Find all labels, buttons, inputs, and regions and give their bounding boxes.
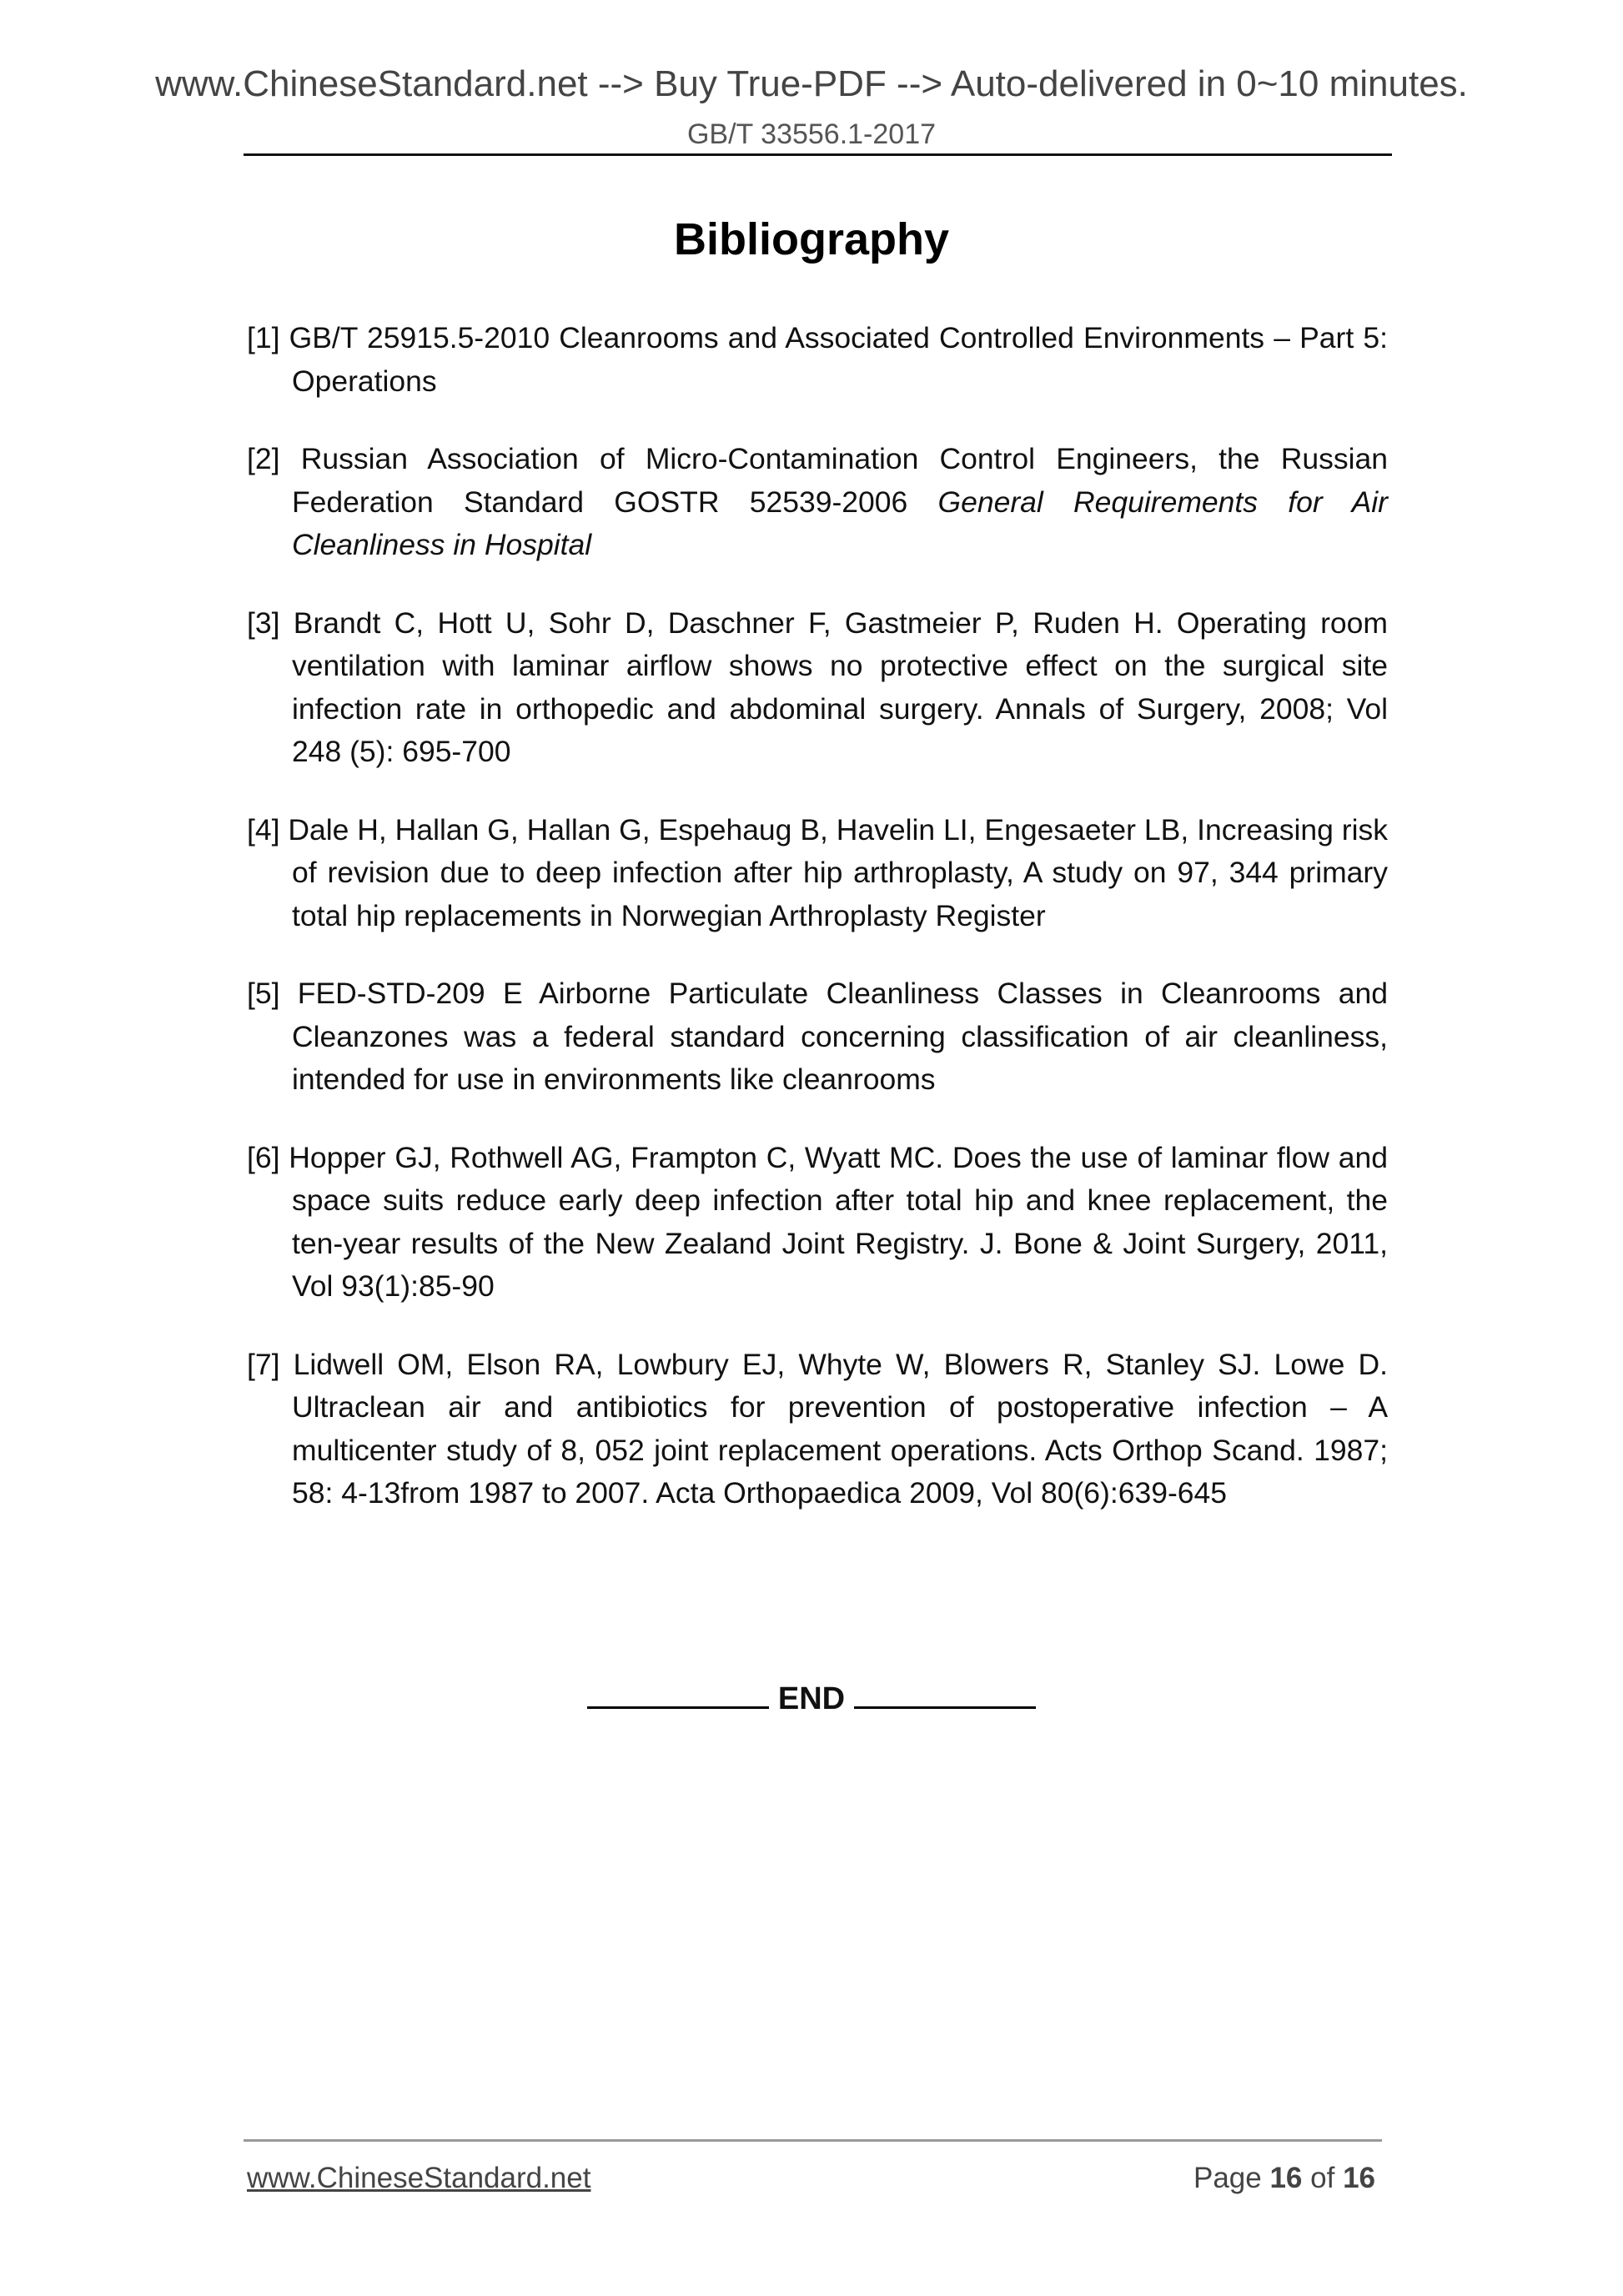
reference-item (247, 317, 1388, 403)
page-of: of (1310, 2162, 1335, 2194)
page-number (1193, 2162, 1375, 2195)
reference-item (247, 809, 1388, 938)
reference-text: [3] Brandt C, Hott U, Sohr D, Daschner F, Gastmeier P, Ruden H. Operating room ventilation with laminar airflow shows no protective effect on the surgical site infection rate in orthopedic and abdominal surgery. Annals of Surgery, 2008; Vol 248 (5): 695-700 (247, 605, 1388, 768)
standard-code: GB/T 33556.1-2017 (686, 118, 937, 150)
end-line-left (587, 1681, 769, 1709)
reference-item (247, 972, 1388, 1102)
reference-list (247, 317, 1388, 1550)
header-banner: www.ChineseStandard.net --> Buy True-PDF --> Auto-delivered in 0~10 minutes. (155, 63, 1468, 104)
reference-text: [6] Hopper GJ, Rothwell AG, Frampton C, Wyatt MC. Does the use of laminar flow and space suits reduce early deep infection after total hip and knee replacement, the ten-year results of the New Zealand Joint Registry. J. Bone & Joint Surgery, 2011, Vol 93(1):85-90 (247, 1140, 1388, 1303)
reference-text: [2] Russian Association of Micro-Contamination Control Engineers, the Russian Federation Standard GOSTR 52539-2006 (247, 442, 1388, 519)
end-line-right (854, 1681, 1036, 1709)
footer-rule (244, 2139, 1382, 2142)
end-label: END (777, 1681, 846, 1716)
reference-text: [7] Lidwell OM, Elson RA, Lowbury EJ, Whyte W, Blowers R, Stanley SJ. Lowe D. Ultraclean air and antibiotics for prevention of postoperative infection – A multicenter study of 8, 052 joint replacement operations. Acts Orthop Scand. 1987; 58: 4-13from 1987 to 2007. Acta Orthopaedica 2009, Vol 80(6):639-645 (247, 1347, 1388, 1510)
header-rule (244, 153, 1392, 156)
footer-website-link[interactable]: www.ChineseStandard.net (247, 2162, 591, 2194)
page-title: Bibliography (673, 214, 949, 264)
reference-text: [4] Dale H, Hallan G, Hallan G, Espehaug B, Havelin LI, Engesaeter LB, Increasing risk of revision due to deep infection after hip arthroplasty, A study on 97, 344 primary total hip replacements in Norwegian Arthroplasty Register (247, 812, 1388, 932)
reference-text: [5] FED-STD-209 E Airborne Particulate Cleanliness Classes in Cleanrooms and Cleanzones was a federal standard concerning classification of air cleanliness, intended for use in environments like cleanrooms (247, 977, 1388, 1096)
reference-text: [1] GB/T 25915.5-2010 Cleanrooms and Associated Controlled Environments – Part 5: Operations (247, 321, 1388, 398)
reference-item (247, 1137, 1388, 1309)
end-marker (0, 1681, 1623, 1717)
page-prefix: Page (1193, 2162, 1262, 2194)
reference-item (247, 438, 1388, 567)
reference-italic-title: General Requirements for Air Cleanliness in Hospital (292, 485, 1388, 561)
reference-item (247, 602, 1388, 774)
reference-item (247, 1344, 1388, 1515)
page-total: 16 (1343, 2162, 1375, 2194)
page-current: 16 (1269, 2162, 1303, 2194)
